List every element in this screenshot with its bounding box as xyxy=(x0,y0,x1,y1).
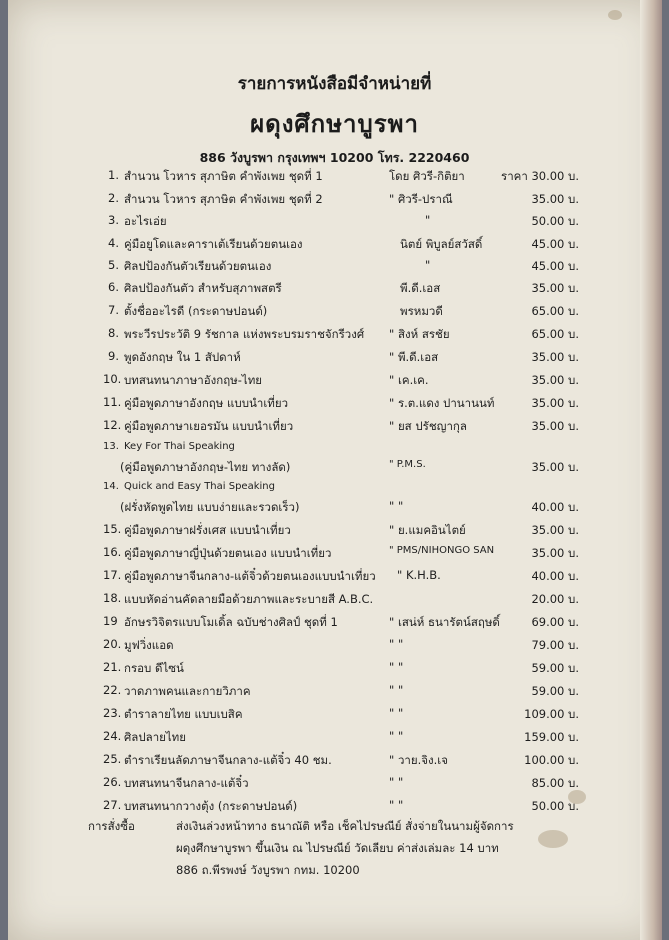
book-row: 9. พูดอังกฤษ ใน 1 สัปดาห์ " พี.ดี.เอส 35.00 บ. xyxy=(108,349,579,364)
book-row-cont: (คู่มือพูดภาษาอังกฤษ-ไทย ทางลัด) " P.M.S. 35.00 บ. xyxy=(120,459,579,474)
ordering-line-1: ส่งเงินล่วงหน้าทาง ธนาณัติ หรือ เช็คไปรษณีย์ สั่งจ่ายในนามผู้จัดการ xyxy=(176,819,514,833)
book-row: 23. ตำราลายไทย แบบเบสิค " " 109.00 บ. xyxy=(103,706,579,721)
book-row: 20. มูฟวิ่งแอด " " 79.00 บ. xyxy=(103,637,579,652)
book-row: 26. บทสนทนาจีนกลาง-แต้จิ๋ว " " 85.00 บ. xyxy=(103,775,579,790)
publisher-title: ผดุงศึกษาบูรพา xyxy=(250,110,419,138)
book-row: 3. อะไรเอ่ย " 50.00 บ. xyxy=(108,213,579,228)
book-row: 1. สำนวน โวหาร สุภาษิต คำพังเพย ชุดที่ 1 โดย ศิวรี-กิติยา ราคา 30.00 บ. xyxy=(108,168,579,183)
book-row: 4. คู่มือยูโดและคาราเต้เรียนด้วยตนเอง นิตย์ พิบูลย์สวัสดิ์ 45.00 บ. xyxy=(108,236,579,251)
book-row: 25. ตำราเรียนลัดภาษาจีนกลาง-แต้จิ๋ว 40 ชม. " วาย.จิง.เจ 100.00 บ. xyxy=(103,752,579,767)
stain xyxy=(538,830,568,848)
book-row: 10. บทสนทนาภาษาอังกฤษ-ไทย " เค.เค. 35.00 บ. xyxy=(103,372,579,387)
book-row: 6. ศิลปป้องกันตัว สำหรับสุภาพสตรี พี.ดี.เอส 35.00 บ. xyxy=(108,280,579,295)
book-row-cont: (ฝรั่งหัดพูดไทย แบบง่ายและรวดเร็ว) " " 40.00 บ. xyxy=(120,499,579,514)
book-row: 22. วาดภาพคนและกายวิภาค " " 59.00 บ. xyxy=(103,683,579,698)
book-row: 7. ตั้งชื่ออะไรดี (กระดาษปอนด์) พรหมวดี 65.00 บ. xyxy=(108,303,579,318)
book-row: 21. กรอบ ดีไซน์ " " 59.00 บ. xyxy=(103,660,579,675)
book-row: 5. ศิลปป้องกันตัวเรียนด้วยตนเอง " 45.00 บ. xyxy=(108,258,579,273)
stain xyxy=(608,10,622,20)
book-row: 19 อักษรวิจิตรแบบโมเดิ้ล ฉบับช่างศิลป์ ชุดที่ 1 " เสน่ห์ ธนารัตน์สฤษดิ์ 69.00 บ. xyxy=(103,614,579,629)
book-row: 24. ศิลปลายไทย " " 159.00 บ. xyxy=(103,729,579,744)
ordering-line-2: ผดุงศึกษาบูรพา ขึ้นเงิน ณ ไปรษณีย์ วัดเลียบ ค่าส่งเล่มละ 14 บาท xyxy=(176,841,499,855)
publisher-address: 886 วังบูรพา กรุงเทพฯ 10200 โทร. 2220460 xyxy=(199,150,470,165)
book-row: 16. คู่มือพูดภาษาญี่ปุ่นด้วยตนเอง แบบนำเที่ยว " PMS/NIHONGO SAN 35.00 บ. xyxy=(103,545,579,560)
book-row: 18. แบบหัดอ่านคัดลายมือด้วยภาพและระบายสี A.B.C. 20.00 บ. xyxy=(103,591,579,606)
book-row: 2. สำนวน โวหาร สุภาษิต คำพังเพย ชุดที่ 2 " ศิวรี-ปราณี 35.00 บ. xyxy=(108,191,579,206)
book-row: 11. คู่มือพูดภาษาอังกฤษ แบบนำเที่ยว " ร.ต.แดง ปานานนท์ 35.00 บ. xyxy=(103,395,579,410)
book-row: 17. คู่มือพูดภาษาจีนกลาง-แต้จิ๋วด้วยตนเองแบบนำเที่ยว " K.H.B. 40.00 บ. xyxy=(103,568,579,583)
book-row: 14. Quick and Easy Thai Speaking xyxy=(103,481,275,492)
book-row: 8. พระวีรประวัติ 9 รัชกาล แห่งพระบรมราชจักรีวงศ์ " สิงห์ สรชัย 65.00 บ. xyxy=(108,326,579,341)
book-row: 27. บทสนทนากวางตุ้ง (กระดาษปอนด์) " " 50.00 บ. xyxy=(103,798,579,813)
ordering-label: การสั่งซื้อ xyxy=(88,819,135,833)
book-row: 15. คู่มือพูดภาษาฝรั่งเศส แบบนำเที่ยว " ย.แมคอินไตย์ 35.00 บ. xyxy=(103,522,579,537)
ordering-line-3: 886 ถ.พีรพงษ์ วังบูรพา กทม. 10200 xyxy=(176,863,360,877)
book-row: 13. Key For Thai Speaking xyxy=(103,441,235,452)
book-row: 12. คู่มือพูดภาษาเยอรมัน แบบนำเที่ยว " ยส ปรัชญากุล 35.00 บ. xyxy=(103,418,579,433)
catalog-subtitle: รายการหนังสือมีจำหน่ายที่ xyxy=(237,74,432,94)
